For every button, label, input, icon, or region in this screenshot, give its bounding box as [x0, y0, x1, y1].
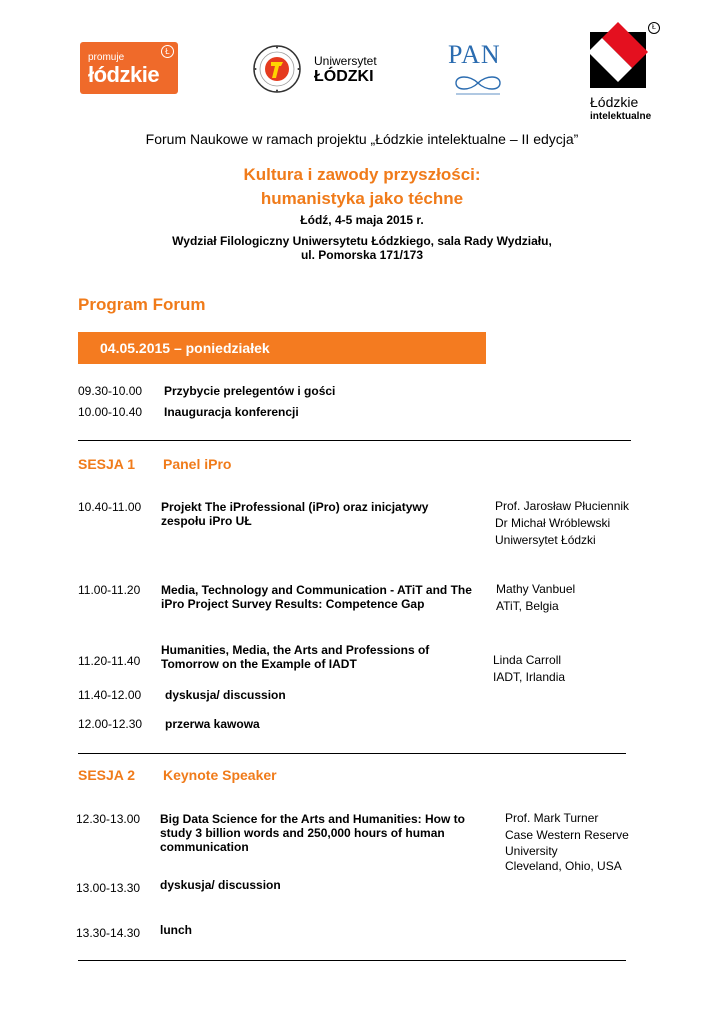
title-line1: Kultura i zawody przyszłości:	[243, 165, 481, 184]
item-time: 12.30-13.00	[76, 812, 141, 826]
session-name: Panel iPro	[163, 456, 232, 472]
speaker-line: Dr Michał Wróblewski	[495, 516, 611, 530]
logo-ul-line1: Uniwersytet	[314, 54, 377, 68]
promuje-lodzkie-logo	[80, 42, 178, 94]
page-title	[0, 163, 724, 211]
item-speaker	[495, 498, 629, 549]
item-title	[161, 500, 428, 528]
item-speaker	[493, 652, 565, 686]
logo-lodzkie-line1: Łódzkie	[590, 94, 639, 110]
item-title	[161, 583, 472, 611]
item-title-line: study 3 billion words and 250,000 hours of human	[160, 826, 445, 840]
logo-promuje-line2: łódzkie	[88, 62, 160, 87]
day-header-bar	[78, 332, 486, 364]
venue-line2: ul. Pomorska 171/173	[300, 248, 424, 262]
speaker-line: IADT, Irlandia	[493, 670, 566, 684]
university-seal-icon	[252, 44, 302, 94]
speaker-line: University	[505, 844, 558, 858]
item-time: 11.00-11.20	[78, 583, 141, 597]
item-time: 13.30-14.30	[76, 926, 141, 940]
divider	[78, 753, 626, 754]
lodzkie-diamond-icon	[588, 22, 648, 88]
item-title-line: zespołu iPro UŁ	[161, 514, 252, 528]
event-venue	[0, 234, 724, 262]
item-time: 13.00-13.30	[76, 881, 141, 895]
forum-subtitle: Forum Naukowe w ramach projektu „Łódzkie intelektualne – II edycja”	[145, 131, 579, 147]
item-title: dyskusja/ discussion	[165, 688, 286, 702]
venue-line1: Wydział Filologiczny Uniwersytetu Łódzkiego, sala Rady Wydziału,	[172, 234, 552, 248]
speaker-line: Uniwersytet Łódzki	[495, 533, 596, 547]
item-title-line: iPro Project Survey Results: Competence Gap	[161, 597, 425, 611]
speaker-line: Prof. Jarosław Płuciennik	[495, 499, 630, 513]
speaker-line: Case Western Reserve	[505, 828, 629, 842]
logo-ul-line2: ŁÓDZKI	[314, 68, 374, 85]
item-time: 10.40-11.00	[78, 500, 142, 514]
pan-logo	[446, 40, 510, 100]
item-title-line: Big Data Science for the Arts and Humanities: How to	[160, 812, 465, 826]
item-time: 11.40-12.00	[78, 688, 142, 702]
item-time: 11.20-11.40	[78, 654, 141, 668]
logo-promuje-mark: Ł	[161, 45, 174, 58]
divider	[78, 440, 631, 441]
speaker-line: Linda Carroll	[493, 653, 562, 667]
lodzkie-intelektualne-logo	[588, 22, 660, 126]
item-time: 09.30-10.00	[78, 384, 143, 398]
item-title: Inauguracja konferencji	[164, 405, 299, 419]
session-label: SESJA 2	[78, 767, 136, 783]
item-title: Przybycie prelegentów i gości	[164, 384, 336, 398]
item-time: 10.00-10.40	[78, 405, 143, 419]
speaker-line: Mathy Vanbuel	[496, 582, 576, 596]
speaker-line: Prof. Mark Turner	[505, 811, 599, 825]
speaker-line: Cleveland, Ohio, USA	[505, 859, 622, 873]
item-title: dyskusja/ discussion	[160, 878, 281, 892]
program-title: Program Forum	[78, 295, 206, 314]
title-line2: humanistyka jako téchne	[260, 189, 464, 208]
item-title-line: communication	[160, 840, 249, 854]
uniwersytet-lodzki-logo	[252, 44, 382, 96]
speaker-line: ATiT, Belgia	[496, 599, 559, 613]
item-time: 12.00-12.30	[78, 717, 143, 731]
session-name: Keynote Speaker	[163, 767, 277, 783]
item-title-line: Humanities, Media, the Arts and Professions of	[161, 643, 430, 657]
item-title-line: Tomorrow on the Example of IADT	[161, 657, 357, 671]
item-title: lunch	[160, 923, 192, 937]
item-title: przerwa kawowa	[165, 717, 260, 731]
logo-pan-name: PAN	[448, 40, 501, 69]
infinity-icon	[448, 70, 508, 96]
day-label: 04.05.2015 – poniedziałek	[100, 340, 270, 356]
event-date: Łódź, 4-5 maja 2015 r.	[300, 213, 424, 227]
item-title	[160, 812, 465, 854]
logo-lodzkie-mark: Ł	[648, 22, 660, 34]
item-speaker	[496, 581, 575, 615]
logo-promuje-line1: promuje	[88, 52, 125, 63]
item-title-line: Projekt The iProfessional (iPro) oraz inicjatywy	[161, 500, 429, 514]
item-title	[161, 643, 429, 671]
item-title-line: Media, Technology and Communication - ATiT and The	[161, 583, 472, 597]
logo-lodzkie-line2: intelektualne	[590, 111, 652, 122]
item-speaker	[505, 810, 629, 875]
session-label: SESJA 1	[78, 456, 136, 472]
divider	[78, 960, 626, 961]
